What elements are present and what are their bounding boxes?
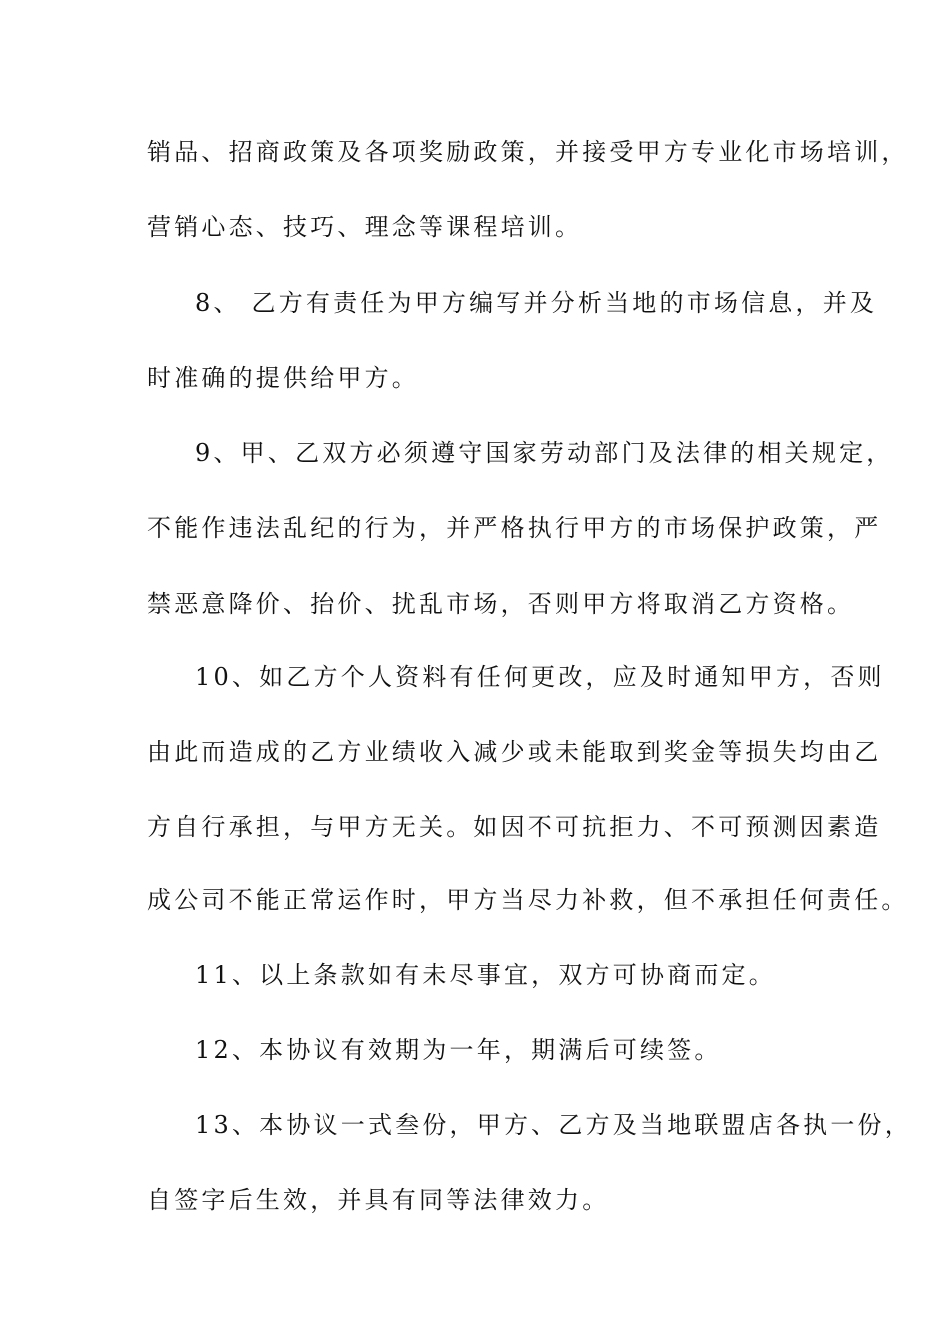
clause-12-line: 12、本协议有效期为一年，期满后可续签。 [195,1036,722,1064]
paragraph-line: 不能作违法乱纪的行为，并严格执行甲方的市场保护政策，严 [147,514,882,542]
clause-11-line: 11、以上条款如有未尽事宜，双方可协商而定。 [195,961,776,989]
clause-9-line: 9、甲、乙双方必须遵守国家劳动部门及法律的相关规定， [195,439,894,467]
paragraph-line: 销品、招商政策及各项奖励政策，并接受甲方专业化市场培训， [147,138,909,166]
paragraph-line: 成公司不能正常运作时，甲方当尽力补救，但不承担任何责任。 [147,886,909,914]
clause-10-line: 10、如乙方个人资料有任何更改，应及时通知甲方，否则 [195,663,885,691]
paragraph-line: 营销心态、技巧、理念等课程培训。 [147,213,583,241]
clause-8-line: 8、 乙方有责任为甲方编写并分析当地的市场信息，并及 [195,289,878,317]
paragraph-line: 时准确的提供给甲方。 [147,364,419,392]
paragraph-line: 自签字后生效，并具有同等法律效力。 [147,1186,610,1214]
paragraph-line: 方自行承担，与甲方无关。如因不可抗拒力、不可预测因素造 [147,813,882,841]
paragraph-line: 由此而造成的乙方业绩收入减少或未能取到奖金等损失均由乙 [147,738,882,766]
paragraph-line: 禁恶意降价、抬价、扰乱市场，否则甲方将取消乙方资格。 [147,590,855,618]
clause-13-line: 13、本协议一式叁份，甲方、乙方及当地联盟店各执一份， [195,1111,912,1139]
